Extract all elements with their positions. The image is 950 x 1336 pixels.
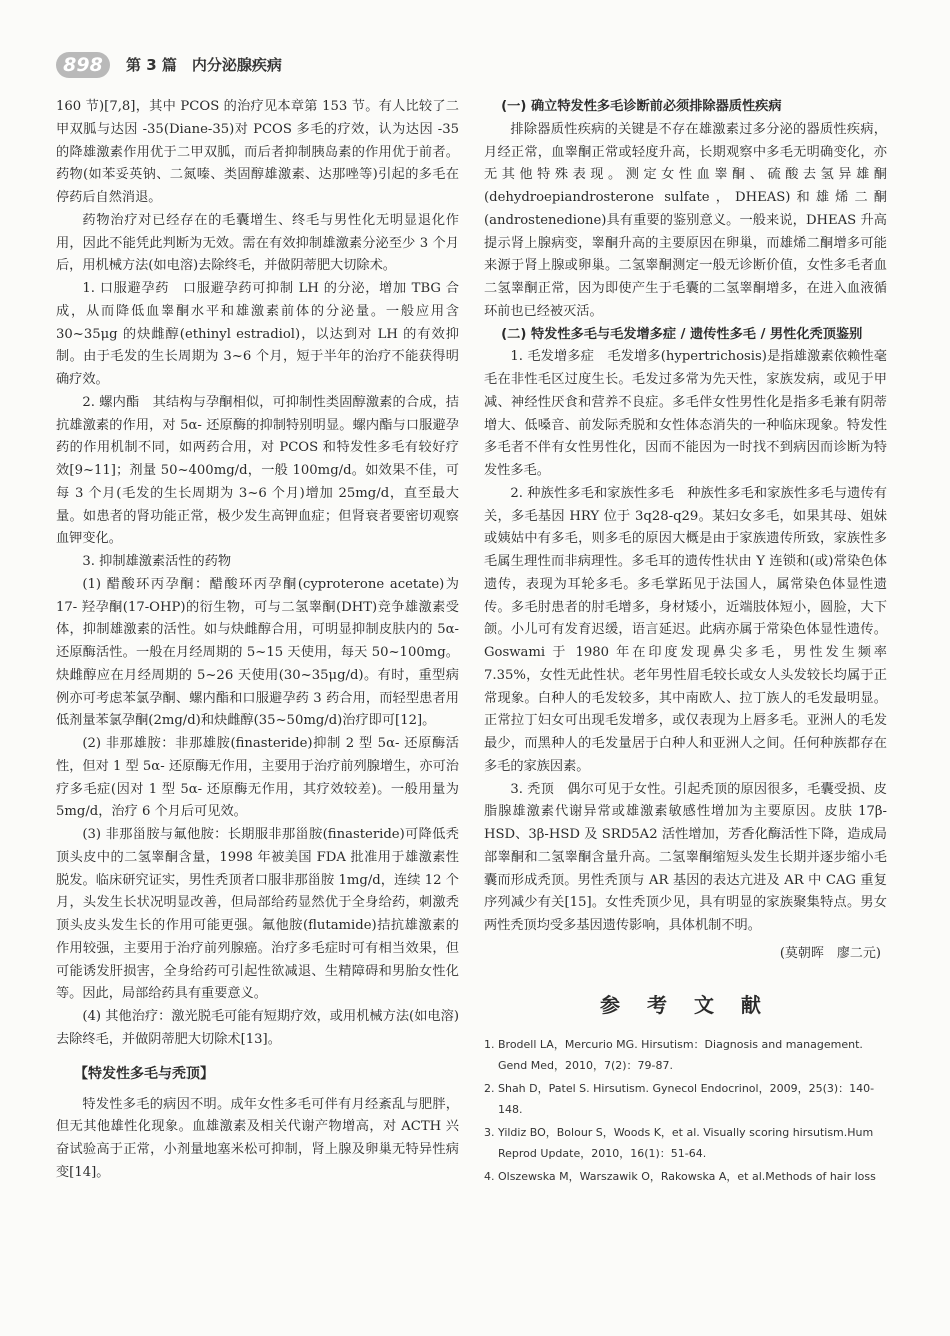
paragraph: (2) 非那雄胺：非那雄胺(finasteride)抑制 2 型 5α- 还原酶活性，但对 1 型 5α- 还原酶无作用，主要用于治疗前列腺增生，亦可治疗多毛症(因对 1 型 5α- 还原酶无作用，其疗效较差)。一般用量为 5mg/d，治疗 6 个月后可见效。 [56,736,459,820]
reference-item: 3. Yildiz BO，Bolour S，Woods K，et al. Visually scoring hirsutism.Hum Reprod Update，2010，16(1)：51-64. [484,1125,874,1160]
subsection-heading: (一) 确立特发性多毛诊断前必须排除器质性疾病 [501,99,782,114]
references-heading: 参 考 文 献 [600,992,771,1017]
reference-list [484,1034,887,1187]
paragraph: 2. 螺内酯 其结构与孕酮相似，可抑制性类固醇激素的合成，拮抗雄激素的作用，对 5α- 还原酶的抑制特别明显。螺内酯与口服避孕药的作用机制不同，如两药合用，对 PCOS 和特发性多毛有较好疗效[9~11]；剂量 50~400mg/d，一般 100mg/d。如效果不佳，可每 3 个月(毛发的生长周期为 3~6 个月)增加 25mg/d，直至最大量。如患者的肾功能正常，极少发生高钾血症；但肾衰者要密切观察血钾变化。 [56,394,459,547]
paragraph: (4) 其他治疗：激光脱毛可能有短期疗效，或用机械方法(如电溶)去除终毛，并做阴蒂肥大切除术[13]。 [56,1009,459,1047]
paragraph: 药物治疗对已经存在的毛囊增生、终毛与男性化无明显退化作用，因此不能凭此判断为无效。需在有效抑制雄激素分泌至少 3 个月后，用机械方法(如电溶)去除终毛，并做阴蒂肥大切除术。 [56,212,459,274]
reference-item: 2. Shah D，Patel S. Hirsutism. Gynecol Endocrinol，2009，25(3)：140-148. [484,1081,875,1116]
paragraph: (3) 非那甾胺与氟他胺：长期服非那甾胺(finasteride)可降低秃顶头皮中的二氢睾酮含量，1998 年被美国 FDA 批准用于雄激素性脱发。临床研究证实，男性秃顶者口服非那甾胺 1mg/d，连续 12 个月，头发生长状况明显改善，但局部给药显然优于全身给药，刺激秃顶头皮头发生长的作用可能更强。氟他胺(flutamide)拮抗雄激素的作用较强，主要用于治疗前列腺癌。治疗多毛症时可有相当效果，但可能诱发肝损害，全身给药可引起性欲减退、生精障碍和男胎女性化等。因此，局部给药具有重要意义。 [56,827,459,1002]
paragraph: 3. 抑制雄激素活性的药物 [82,554,232,569]
paragraph: 3. 秃顶 偶尔可见于女性。引起秃顶的原因很多，毛囊受损、皮脂腺雄激素代谢异常或雄激素敏感性增加为主要原因。皮肤 17β-HSD、3β-HSD 及 SRD5A2 活性增加，芳香化酶活性下降，造成局部睾酮和二氢睾酮含量升高。二氢睾酮缩短头发生长期并逐步缩小毛囊而形成秃顶。男性秃顶与 AR 基因的表达亢进及 AR 中 CAG 重复序列减少有关[15]。女性秃顶少见，具有明显的家族聚集特点。男女两性秃顶均受多基因遗传影响，具体机制不明。 [484,781,887,933]
right-column [484,96,887,1189]
paragraph: 排除器质性疾病的关键是不存在雄激素过多分泌的器质性疾病，月经正常，血睾酮正常或轻度升高，长期观察中多毛无明确变化，亦无其他特殊表现。测定女性血睾酮、硫酸去氢异雄酮(dehydroepiandrosterone sulfate，DHEAS)和雄烯二酮(androstenedione)具有重要的鉴别意义。一般来说，DHEAS 升高提示肾上腺病变，睾酮升高的主要原因在卵巢，而雄烯二酮增多可能来源于肾上腺或卵巢。二氢睾酮测定一般无诊断价值，女性多毛者血二氢睾酮正常，因为即使产生于毛囊的二氢睾酮增多，在进入血液循环前也已经被灭活。 [484,121,887,319]
paragraph: 1. 口服避孕药 口服避孕药可抑制 LH 的分泌，增加 TBG 合成，从而降低血睾酮水平和雄激素前体的分泌量。一般应用含 30~35μg 的炔雌醇(ethinyl estradiol)，以达到对 LH 的有效抑制。由于毛发的生长周期为 3~6 个月，短于半年的治疗不能获得明确疗效。 [56,281,459,387]
page-header [56,50,906,82]
section-heading: 【特发性多毛与秃顶】 [74,1065,214,1082]
page-number: 898 [56,52,110,78]
subsection-heading: (二) 特发性多毛与毛发增多症 / 遗传性多毛 / 男性化秃顶鉴别 [501,326,863,342]
running-title: 第 3 篇 内分泌腺疾病 [126,56,282,74]
reference-item: 4. Olszewska M，Warszawik O，Rakowska A，et al.Methods of hair loss [484,1169,876,1183]
paragraph: 特发性多毛的病因不明。成年女性多毛可伴有月经紊乱与肥胖，但无其他雄性化现象。血雄激素及相关代谢产物增高，对 ACTH 兴奋试验高于正常，小剂量地塞米松可抑制，肾上腺及卵巢无特异性病变[14]。 [56,1096,459,1180]
paragraph: 2. 种族性多毛和家族性多毛 种族性多毛和家族性多毛与遗传有关，多毛基因 HRY 位于 3q28-q29。某妇女多毛，如果其母、姐妹或姨姑中有多毛，则多毛的原因大概是由于家族遗传所致，家族性多毛属生理性而非病理性。多毛耳的遗传性状由 Y 连锁和(或)常染色体遗传，表现为耳轮多毛。多毛掌跖见于法国人，属常染色体显性遗传。多毛肘患者的肘毛增多，身材矮小，近端肢体短小，圆脸，大下颌。小儿可有发育迟缓，语言延迟。此病亦属于常染色体显性遗传。Goswami 于 1980 年在印度发现鼻尖多毛，男性发生频率 7.35%，女性无此性状。老年男性眉毛较长或女人头发较长均属于正常现象。白种人的毛发较多，其中南欧人、拉丁族人的毛发最明显。正常拉丁妇女可出现毛发增多，或仅表现为上唇多毛。亚洲人的毛发最少，而黑种人的毛发量居于白种人和亚洲人之间。任何种族都存在多毛的家族因素。 [484,485,887,774]
left-column [56,96,459,1185]
paragraph: 1. 毛发增多症 毛发增多(hypertrichosis)是指雄激素依赖性毫毛在非性毛区过度生长。毛发过多常为先天性，家族发病，或见于甲减、神经性厌食和营养不良症。多毛伴女性男性化是指多毛兼有阴蒂增大、低嗓音、前发际秃脱和女性体态消失的一种临床现象。特发性多毛者不伴有女性男性化，因而不能因为一时找不到病因而诊断为特发性多毛。 [484,349,887,478]
paragraph: (1) 醋酸环丙孕酮：醋酸环丙孕酮(cyproterone acetate)为 17- 羟孕酮(17-OHP)的衍生物，可与二氢睾酮(DHT)竞争雄激素受体，抑制雄激素的活性。如与炔雌醇合用，可明显抑制皮肤内的 5α- 还原酶活性。一般在月经周期的 5~15 天使用，每天 50~100mg。炔雌醇应在月经周期的 5~26 天使用(30~35μg/d)。有时，重型病例亦可考虑苯氯孕酮、螺内酯和口服避孕药 3 药合用，而轻型患者用低剂量苯氯孕酮(2mg/d)和炔雌醇(35~50mg/d)治疗即可[12]。 [56,576,459,729]
author-signature: (莫朝晖 廖二元) [779,945,881,961]
reference-item: 1. Brodell LA，Mercurio MG. Hirsutism：Diagnosis and management. Gend Med，2010，7(2)：79-87. [484,1037,863,1072]
paragraph: 160 节)[7,8]，其中 PCOS 的治疗见本章第 153 节。有人比较了二甲双胍与达因 -35(Diane-35)对 PCOS 多毛的疗效，认为达因 -35 的降雄激素作用优于二甲双胍，而后者抑制胰岛素的作用优于前者。药物(如苯妥英钠、二氮嗪、类固醇雄激素、达那唑等)引起的多毛在停药后自然消退。 [56,99,459,205]
